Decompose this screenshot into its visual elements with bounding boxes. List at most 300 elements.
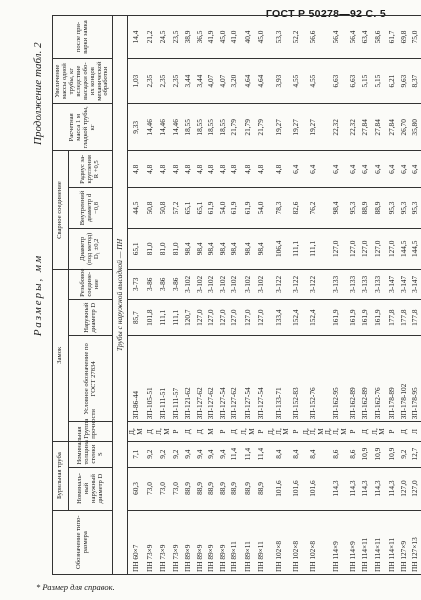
table-cell: 9,2 bbox=[170, 441, 182, 467]
table-cell: ЗП-105-51 bbox=[144, 336, 156, 422]
table-row bbox=[128, 16, 144, 575]
table-cell: 6,63 bbox=[347, 59, 359, 104]
table-cell: 98,4 bbox=[194, 228, 206, 269]
page-header: ГОСТ Р 50278—92 С. 5 bbox=[265, 8, 386, 20]
table-cell: 177,8 bbox=[409, 299, 421, 336]
table-cell: 127,0 bbox=[371, 228, 386, 269]
table-cell: 5,15 bbox=[359, 59, 371, 104]
table-cell: 14,46 bbox=[144, 104, 156, 151]
header-mass-lock: после приварки замка bbox=[53, 16, 113, 59]
table-cell: 1,03 bbox=[128, 59, 144, 104]
table-cell: 9,63 bbox=[398, 59, 410, 104]
table-cell: 161,9 bbox=[347, 299, 359, 336]
table-cell: 177,8 bbox=[386, 299, 398, 336]
table-cell: 127,0 bbox=[324, 228, 347, 269]
table-cell: 73,0 bbox=[170, 467, 182, 510]
table-cell: 6,4 bbox=[347, 151, 359, 188]
table-cell: 9,2 bbox=[398, 441, 410, 467]
table-cell: 9,4 bbox=[217, 441, 229, 467]
table-cell: 133,4 bbox=[267, 299, 290, 336]
table-cell: 101,6 bbox=[302, 467, 325, 510]
table-cell: ПН 73×9 bbox=[170, 510, 182, 574]
table-cell: 18,55 bbox=[182, 104, 194, 151]
table-cell: 88,9 bbox=[182, 467, 194, 510]
table-cell: 58,6 bbox=[371, 16, 386, 59]
table-cell: 114,3 bbox=[324, 467, 347, 510]
table-cell: 4,55 bbox=[290, 59, 302, 104]
table-cell: 35,80 bbox=[409, 104, 421, 151]
table-row bbox=[371, 16, 386, 575]
table-cell: 4,8 bbox=[217, 151, 229, 188]
table-cell: ЗП-127-54 bbox=[217, 336, 229, 422]
table-row bbox=[267, 16, 290, 575]
table-cell: ПН 89×9 bbox=[194, 510, 206, 574]
table-cell: 88,9 bbox=[205, 467, 217, 510]
table-cell: ПН 89×9 bbox=[205, 510, 217, 574]
table-cell: Д, Л, М bbox=[302, 422, 325, 441]
table-cell: 152,4 bbox=[302, 299, 325, 336]
table-row bbox=[324, 16, 347, 575]
table-row bbox=[255, 16, 267, 575]
table-cell: 4,8 bbox=[228, 151, 240, 188]
table-cell: ПН 114×9 bbox=[324, 510, 347, 574]
table-cell: 111,1 bbox=[290, 228, 302, 269]
table-cell: 11,4 bbox=[228, 441, 240, 467]
table-cell: 23,5 bbox=[170, 16, 182, 59]
table-cell: Д bbox=[144, 422, 156, 441]
table-cell: 95,3 bbox=[347, 188, 359, 229]
table-cell: 81,0 bbox=[144, 228, 156, 269]
table-cell: 3-86 bbox=[155, 269, 170, 299]
table-cell: ЗП-127-62 bbox=[228, 336, 240, 422]
table-cell: 41,9 bbox=[205, 16, 217, 59]
table-cell: ПН 114×9 bbox=[347, 510, 359, 574]
table-row bbox=[409, 16, 421, 575]
table-cell: 88,9 bbox=[255, 467, 267, 510]
table-cell: 4,64 bbox=[240, 59, 255, 104]
table-cell: 4,55 bbox=[302, 59, 325, 104]
table-cell: 127,0 bbox=[386, 228, 398, 269]
table-cell: 101,6 bbox=[267, 467, 290, 510]
table-cell: 161,9 bbox=[371, 299, 386, 336]
table-cell: 3-122 bbox=[290, 269, 302, 299]
table-cell: Д, Л, М bbox=[267, 422, 290, 441]
table-cell: Р bbox=[347, 422, 359, 441]
table-cell: 65,1 bbox=[182, 188, 194, 229]
table-cell: 8,4 bbox=[267, 441, 290, 467]
table-cell: 10,9 bbox=[371, 441, 386, 467]
table-cell: 4,8 bbox=[255, 151, 267, 188]
table-cell: 3-147 bbox=[409, 269, 421, 299]
header-group-pipe: Бурильная труба bbox=[53, 441, 69, 510]
table-cell: 161,9 bbox=[359, 299, 371, 336]
table-cell: 56,4 bbox=[347, 16, 359, 59]
table-cell: 65,1 bbox=[194, 188, 206, 229]
table-cell: 76,2 bbox=[302, 188, 325, 229]
table-cell: 3,44 bbox=[194, 59, 206, 104]
table-cell: 6,4 bbox=[371, 151, 386, 188]
table-cell: ЗП-133-71 bbox=[267, 336, 290, 422]
table-cell: 6,4 bbox=[290, 151, 302, 188]
dimensions-table bbox=[52, 15, 421, 575]
header-nominal-diam: Номинальный наружный диаметр D bbox=[69, 467, 113, 510]
table-cell: 114,3 bbox=[359, 467, 371, 510]
header-weld-inner: Внутренний диаметр d −0,8 bbox=[69, 188, 113, 229]
table-cell: 3-147 bbox=[386, 269, 398, 299]
table-cell: 18,55 bbox=[217, 104, 229, 151]
table-cell: 4,07 bbox=[217, 59, 229, 104]
table-cell: 4,8 bbox=[144, 151, 156, 188]
table-cell: 50,8 bbox=[155, 188, 170, 229]
table-cell: ЗП-162-76 bbox=[371, 336, 386, 422]
table-cell: 3-122 bbox=[267, 269, 290, 299]
table-cell: 41,0 bbox=[228, 16, 240, 59]
table-cell: 3-102 bbox=[217, 269, 229, 299]
table-cell: 21,2 bbox=[144, 16, 156, 59]
table-cell: 19,27 bbox=[290, 104, 302, 151]
table-cell: 111,1 bbox=[155, 299, 170, 336]
table-cell: 3-133 bbox=[359, 269, 371, 299]
table-cell: 65,1 bbox=[128, 228, 144, 269]
table-cell: 127,0 bbox=[347, 228, 359, 269]
table-cell: Р bbox=[255, 422, 267, 441]
table-cell: 75,0 bbox=[409, 16, 421, 59]
table-row bbox=[386, 16, 398, 575]
table-cell: 4,8 bbox=[267, 151, 290, 188]
table-cell: Д bbox=[182, 422, 194, 441]
table-cell: Д, Л, М bbox=[324, 422, 347, 441]
table-cell: 57,2 bbox=[170, 188, 182, 229]
table-cell: ЗП-162-95 bbox=[324, 336, 347, 422]
header-weld-radius: Радиус закругления R +0,5 bbox=[69, 151, 113, 188]
table-row bbox=[217, 16, 229, 575]
table-cell: 18,55 bbox=[205, 104, 217, 151]
rotated-table-area bbox=[28, 15, 420, 575]
table-cell: 6,4 bbox=[409, 151, 421, 188]
table-row bbox=[155, 16, 170, 575]
table-cell: 127,0 bbox=[240, 299, 255, 336]
table-cell: 85,7 bbox=[128, 299, 144, 336]
table-cell: 3-122 bbox=[302, 269, 325, 299]
table-cell: 4,8 bbox=[128, 151, 144, 188]
table-cell: 2,35 bbox=[170, 59, 182, 104]
table-cell: 98,4 bbox=[228, 228, 240, 269]
table-cell: 101,8 bbox=[144, 299, 156, 336]
table-cell: 78,3 bbox=[267, 188, 290, 229]
table-cell: 9,2 bbox=[144, 441, 156, 467]
table-cell: 98,4 bbox=[205, 228, 217, 269]
table-cell: ПН 102×8 bbox=[302, 510, 325, 574]
table-cell: ПН 127×13 bbox=[409, 510, 421, 574]
table-cell: 3-86 bbox=[170, 269, 182, 299]
header-group-weld: Сварное соединение bbox=[53, 151, 69, 269]
table-cell: ПН 89×9 bbox=[182, 510, 194, 574]
table-cell: 3-102 bbox=[194, 269, 206, 299]
table-cell: 3,44 bbox=[182, 59, 194, 104]
table-cell: 54,0 bbox=[217, 188, 229, 229]
table-cell: 9,4 bbox=[205, 441, 217, 467]
table-cell: 14,46 bbox=[170, 104, 182, 151]
table-cell: 69,8 bbox=[398, 16, 410, 59]
table-row bbox=[302, 16, 325, 575]
table-cell: 3-102 bbox=[228, 269, 240, 299]
table-cell: 6,63 bbox=[324, 59, 347, 104]
table-cell: 3-102 bbox=[182, 269, 194, 299]
table-cell: 21,79 bbox=[240, 104, 255, 151]
table-cell: 6,4 bbox=[398, 151, 410, 188]
table-cell: 44,5 bbox=[128, 188, 144, 229]
table-cell: 114,3 bbox=[386, 467, 398, 510]
table-cell: Л bbox=[409, 422, 421, 441]
table-cell: Л, М bbox=[155, 422, 170, 441]
table-cell: Д bbox=[359, 422, 371, 441]
table-cell: Л, М bbox=[371, 422, 386, 441]
table-cell: 81,0 bbox=[155, 228, 170, 269]
table-cell: 54,0 bbox=[255, 188, 267, 229]
table-title: Размеры, мм bbox=[32, 253, 44, 337]
table-cell: 177,8 bbox=[398, 299, 410, 336]
table-cell: 3-102 bbox=[240, 269, 255, 299]
table-cell: ПН 89×11 bbox=[255, 510, 267, 574]
table-cell: 53,3 bbox=[267, 16, 290, 59]
table-cell: 61,9 bbox=[240, 188, 255, 229]
table-cell: ПН 89×9 bbox=[217, 510, 229, 574]
table-cell: 95,3 bbox=[398, 188, 410, 229]
table-cell: ПН 114×11 bbox=[371, 510, 386, 574]
table-cell: 21,79 bbox=[255, 104, 267, 151]
table-cell: ПН 89×11 bbox=[240, 510, 255, 574]
table-cell: 9,4 bbox=[194, 441, 206, 467]
table-cell: 52,2 bbox=[290, 16, 302, 59]
table-cell: 98,4 bbox=[240, 228, 255, 269]
table-row bbox=[359, 16, 371, 575]
table-row bbox=[240, 16, 255, 575]
table-cell: 2,35 bbox=[144, 59, 156, 104]
table-cell: 3-147 bbox=[398, 269, 410, 299]
table-cell: 95,3 bbox=[409, 188, 421, 229]
header-mass-gain: Увеличение массы одной трубы, кг вследствие высадки обоих концов механической обработки bbox=[53, 59, 113, 104]
table-cell: Д bbox=[228, 422, 240, 441]
table-cell: Д bbox=[194, 422, 206, 441]
table-cell: 106,4 bbox=[267, 228, 290, 269]
table-row bbox=[347, 16, 359, 575]
table-cell: ЗП-162-89 bbox=[359, 336, 371, 422]
table-cell: ПН 102×8 bbox=[267, 510, 290, 574]
table-cell: 3-133 bbox=[371, 269, 386, 299]
table-cell: 111,1 bbox=[170, 299, 182, 336]
table-cell: 81,0 bbox=[170, 228, 182, 269]
table-cell: ПН 127×9 bbox=[398, 510, 410, 574]
table-cell: 88,9 bbox=[194, 467, 206, 510]
table-cell: Д bbox=[398, 422, 410, 441]
table-cell: 4,8 bbox=[170, 151, 182, 188]
table-cell: 127,0 bbox=[398, 467, 410, 510]
table-cell: 3-102 bbox=[255, 269, 267, 299]
table-cell: 5,15 bbox=[371, 59, 386, 104]
table-cell: 144,5 bbox=[398, 228, 410, 269]
table-cell: 6,4 bbox=[302, 151, 325, 188]
table-cell: 98,4 bbox=[182, 228, 194, 269]
table-cell: 9,4 bbox=[182, 441, 194, 467]
table-cell: 27,84 bbox=[359, 104, 371, 151]
table-cell: 3,20 bbox=[228, 59, 240, 104]
table-row bbox=[205, 16, 217, 575]
table-cell: 7,1 bbox=[128, 441, 144, 467]
table-cell: 98,4 bbox=[324, 188, 347, 229]
table-cell: 4,8 bbox=[155, 151, 170, 188]
table-cell: 38,9 bbox=[182, 16, 194, 59]
table-row bbox=[182, 16, 194, 575]
table-cell: ЗП-127-54 bbox=[240, 336, 255, 422]
header-calc-mass: Расчетная масса 1 м гладкой трубы, кг bbox=[53, 104, 113, 151]
table-cell: ПН 73×9 bbox=[144, 510, 156, 574]
table-cell: 61,7 bbox=[386, 16, 398, 59]
table-cell: ЗП-162-89 bbox=[347, 336, 359, 422]
table-row bbox=[144, 16, 156, 575]
table-cell: 127,0 bbox=[217, 299, 229, 336]
table-cell: 3-102 bbox=[205, 269, 217, 299]
header-weld-outer: Диаметр (под метод) D₁ ±0,2 bbox=[69, 228, 113, 269]
table-cell: 26,70 bbox=[398, 104, 410, 151]
table-cell: Д, М bbox=[128, 422, 144, 441]
table-cell: 50,8 bbox=[144, 188, 156, 229]
table-cell: ЗП-152-76 bbox=[302, 336, 325, 422]
table-cell: Л, М bbox=[240, 422, 255, 441]
table-cell: 45,0 bbox=[217, 16, 229, 59]
table-cell: 88,9 bbox=[240, 467, 255, 510]
table-cell: 45,0 bbox=[255, 16, 267, 59]
table-row bbox=[290, 16, 302, 575]
table-cell: 22,32 bbox=[324, 104, 347, 151]
table-cell: 3-86 bbox=[144, 269, 156, 299]
table-cell: 6,4 bbox=[386, 151, 398, 188]
table-cell: 8,6 bbox=[347, 441, 359, 467]
table-cell: 6,4 bbox=[324, 151, 347, 188]
table-cell: ЗП-86-44 bbox=[128, 336, 144, 422]
table-cell: 19,27 bbox=[302, 104, 325, 151]
table-cell: 73,0 bbox=[144, 467, 156, 510]
table-cell: 88,9 bbox=[371, 188, 386, 229]
table-cell: 111,1 bbox=[302, 228, 325, 269]
table-cell: 18,55 bbox=[194, 104, 206, 151]
table-cell: 11,4 bbox=[255, 441, 267, 467]
table-cell: ЗП-178-95 bbox=[409, 336, 421, 422]
table-cell: 127,0 bbox=[194, 299, 206, 336]
table-cell: 11,4 bbox=[240, 441, 255, 467]
table-cell: 40,4 bbox=[240, 16, 255, 59]
table-cell: 36,5 bbox=[194, 16, 206, 59]
table-cell: 2,35 bbox=[155, 59, 170, 104]
table-subheading: Трубы с наружной высадкой — ПН bbox=[113, 16, 128, 575]
table-cell: 4,8 bbox=[182, 151, 194, 188]
table-cell: 3-133 bbox=[324, 269, 347, 299]
table-cell: 3,93 bbox=[267, 59, 290, 104]
table-cell: 127,0 bbox=[228, 299, 240, 336]
table-cell: 6,21 bbox=[386, 59, 398, 104]
table-cell: Р bbox=[290, 422, 302, 441]
table-cell: 8,4 bbox=[290, 441, 302, 467]
table-cell: 4,8 bbox=[240, 151, 255, 188]
table-cell: 101,6 bbox=[290, 467, 302, 510]
table-cell: ПН 114×11 bbox=[386, 510, 398, 574]
table-cell: 61,9 bbox=[205, 188, 217, 229]
table-cell: ПН 73×9 bbox=[155, 510, 170, 574]
table-cell: 27,84 bbox=[386, 104, 398, 151]
table-cell: 73,0 bbox=[155, 467, 170, 510]
table-cell: 120,7 bbox=[182, 299, 194, 336]
table-cell: Р bbox=[386, 422, 398, 441]
table-cell: 88,9 bbox=[217, 467, 229, 510]
header-thread-conn: Резьбовое соединение bbox=[69, 269, 113, 299]
table-cell: ПН 89×11 bbox=[228, 510, 240, 574]
table-cell: 24,5 bbox=[155, 16, 170, 59]
table-cell: 114,3 bbox=[371, 467, 386, 510]
table-row bbox=[398, 16, 410, 575]
table-cell: 10,9 bbox=[386, 441, 398, 467]
table-cell: ЗП-178-89 bbox=[386, 336, 398, 422]
table-row bbox=[194, 16, 206, 575]
table-cell: 27,84 bbox=[371, 104, 386, 151]
table-cell: ЗП-111-57 bbox=[170, 336, 182, 422]
table-cell: 14,46 bbox=[155, 104, 170, 151]
table-cell: 10,9 bbox=[359, 441, 371, 467]
table-cell: 8,6 bbox=[324, 441, 347, 467]
table-cell: 98,4 bbox=[217, 228, 229, 269]
header-designation: Обозначение типоразмера bbox=[53, 510, 113, 574]
table-cell: 88,9 bbox=[228, 467, 240, 510]
table-cell: ЗП-111-51 bbox=[155, 336, 170, 422]
table-cell: 60,3 bbox=[128, 467, 144, 510]
header-lock-designation: Условное обозначение по ГОСТ 27834 bbox=[69, 336, 113, 422]
table-cell: ПН 102×8 bbox=[290, 510, 302, 574]
header-strength-group: Группа прочности bbox=[69, 422, 113, 441]
header-group-lock: Замок bbox=[53, 269, 69, 441]
table-cell: 127,0 bbox=[359, 228, 371, 269]
table-cell: 144,5 bbox=[409, 228, 421, 269]
table-cell: 12,7 bbox=[409, 441, 421, 467]
table-cell: 3-73 bbox=[128, 269, 144, 299]
table-cell: ПН 114×11 bbox=[359, 510, 371, 574]
table-cell: 56,4 bbox=[324, 16, 347, 59]
table-cell: ПН 60×7 bbox=[128, 510, 144, 574]
table-cell: 61,9 bbox=[228, 188, 240, 229]
table-cell: 88,9 bbox=[359, 188, 371, 229]
table-cell: 95,3 bbox=[386, 188, 398, 229]
table-cell: 19,27 bbox=[267, 104, 290, 151]
table-cell: 4,8 bbox=[194, 151, 206, 188]
header-nominal-wall: Номинальная толщина стенки S bbox=[69, 441, 113, 467]
table-cell: ЗП-127-54 bbox=[255, 336, 267, 422]
table-cell: 22,32 bbox=[347, 104, 359, 151]
table-cell: 9,2 bbox=[155, 441, 170, 467]
table-cell: 4,64 bbox=[255, 59, 267, 104]
table-cell: 114,3 bbox=[347, 467, 359, 510]
table-cell: Р bbox=[217, 422, 229, 441]
header-lock-outer-diam: Наружный диаметр D bbox=[69, 299, 113, 336]
table-cell: ЗП-121-62 bbox=[182, 336, 194, 422]
table-cell: 63,4 bbox=[359, 16, 371, 59]
table-cell: 21,79 bbox=[228, 104, 240, 151]
table-cell: ЗП-127-62 bbox=[194, 336, 206, 422]
table-cell: 14,4 bbox=[128, 16, 144, 59]
table-cell: 82,6 bbox=[290, 188, 302, 229]
table-cell: 98,4 bbox=[255, 228, 267, 269]
table-cell: 127,0 bbox=[205, 299, 217, 336]
table-cell: 152,4 bbox=[290, 299, 302, 336]
table-cell: Р bbox=[170, 422, 182, 441]
table-cell: 6,4 bbox=[359, 151, 371, 188]
table-cell: 56,6 bbox=[302, 16, 325, 59]
